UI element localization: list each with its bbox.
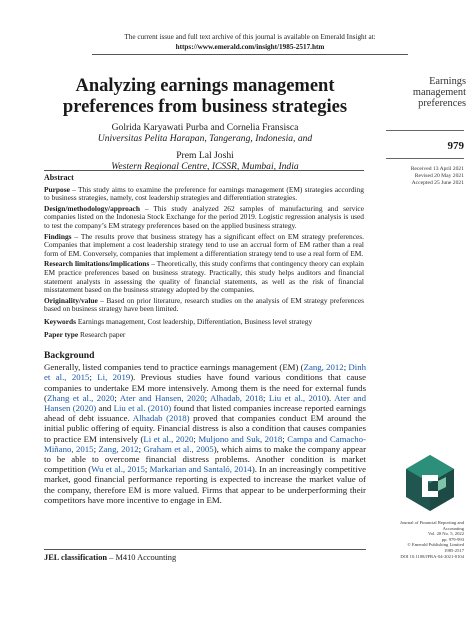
article-title: Analyzing earnings management preferences from business strategies [62,76,348,117]
journal-url-link[interactable]: https://www.emerald.com/insight/1985-2517.htm [175,42,325,51]
citation-link[interactable]: Zhang et al., 2020 [46,392,115,403]
jel-divider [44,549,366,550]
citation-line: DOI 10.1108/JFRA-04-2021-0104 [400,553,464,559]
body-text: ), which aims to make the company appear to be able to overcome financial distress problems. Another condition is market competition ( [44,443,367,475]
abstract-text: – The results prove that business strategy has a significant effect on EM strategy preferences. Companies that implement a cost leadership strategy tend to use an accrual form of EM rather than a real form of EM. Conversely, companies that implement a differentiation strategy tend to use a real form of EM. [44,231,364,258]
abstract-text: – This study aims to examine the preference for earnings management (EM) strategies according to business strategies, namely, cost leadership strategies and differentiation strategies. [44,184,364,203]
access-notice-text: The current issue and full text archive of this journal is available on Emerald Insight at: [124,33,376,41]
abstract-label: Research limitations/implications [44,259,150,269]
author-affiliation: Universitas Pelita Harapan, Tangerang, Indonesia, and [97,133,313,144]
citation-link[interactable]: Dinh et al., 2015 [44,362,367,383]
body-text: ; [282,433,288,444]
abstract-label: Originality/value [44,295,98,305]
citation-link[interactable]: Wu et al., 2015 [91,464,145,475]
jel-classification [44,553,176,562]
received-date: Received 13 April 2021 [410,166,464,172]
citation-link[interactable]: Liu et al. (2010) [113,403,172,414]
keywords-text: Earnings management, Cost leadership, Differentiation, Business level strategy [77,316,313,326]
citation-link[interactable]: Zang, 2012 [303,362,344,373]
journal-citation [356,520,464,559]
abstract-text: – Theoretically, this study confirms that contingency theory can explain EM practice preferences based on business strategy. Practically, this study helps auditors and financial statement analysts in assessing the quality of financial statements, as well as the risk of financial misstatement based on the business strategy adopted by the companies. [44,259,364,295]
abstract-findings [44,233,364,259]
body-text: ; [193,433,199,444]
paper-type-label: Paper type [44,329,79,339]
top-divider [92,54,408,55]
body-text: ). [326,392,335,403]
citation-line: 1985-2517 [444,547,464,553]
body-text: ; [138,443,144,454]
citation-line: © Emerald Publishing Limited [407,542,464,548]
body-text: ; [93,443,99,454]
citation-link[interactable]: Liu et al., 2010 [268,392,327,403]
background-paragraph [44,362,366,505]
abstract-label: Purpose [44,184,70,194]
abstract-text: – This study analyzed 262 samples of manufacturing and service companies listed on the Indonesia Stock Exchange for the period 2019. Logistic regression analysis is used to test the company’s EM strategy preferences based on the applied business strategy. [44,203,364,230]
body-text: ). In an increasingly competitive market, good financial performance reporting is expected to increase the market value of the company, therefore EM is more valued. Firms that appear to be underperforming their competitors have more incentive to engage in EM. [44,464,367,505]
author-names: Golrida Karyawati Purba and Cornelia Fransisca [111,122,299,133]
abstract-originality [44,297,364,314]
citation-link[interactable]: Alhadab, 2018 [210,392,264,403]
abstract-design [44,205,364,231]
side-divider [386,158,464,159]
page-number: 979 [447,140,464,152]
background-section [44,351,366,505]
body-text: Generally, listed companies tend to practice earnings management (EM) ( [44,362,304,373]
body-text: ). Previous studies have found various conditions that cause companies to undertake EM more intensively. Among them is the need for external funds ( [44,372,366,403]
citation-line: Accounting [442,525,464,531]
abstract-section [44,170,364,341]
citation-link[interactable]: Ater and Hansen (2020) [44,392,366,414]
revised-date: Revised 20 May 2021 [414,173,464,179]
citation-link[interactable]: Li et al., 2020 [143,433,194,444]
body-text: ; [343,362,349,373]
body-text: ; [144,464,150,475]
body-text: found that listed companies increase reported earnings ahead of debt issuance. [44,403,366,424]
citation-link[interactable]: Alhadab (2018) [132,413,190,424]
abstract-limitations [44,260,364,294]
citation-line: Journal of Financial Reporting and [399,520,464,525]
abstract-heading: Abstract [44,173,74,182]
side-divider [386,130,464,131]
access-notice [90,33,410,52]
citation-link[interactable]: Zang, 2012 [98,443,139,454]
abstract-label: Findings [44,231,72,241]
paper-type-line [44,331,364,340]
author-names: Prem Lal Joshi [176,150,234,161]
body-text: ; [204,392,210,403]
body-text: proved that companies conduct EM around the initial public offering of equity. Financial distress is also a condition that causes companies to practice EM intensively ( [44,413,367,444]
abstract-top-rule [44,170,364,171]
keywords-line [44,318,364,327]
body-text: ; [89,372,98,383]
citation-link[interactable]: Li, 2019 [97,372,131,383]
background-heading: Background [44,350,95,361]
author-block [40,122,370,172]
citation-line: pp. 979-993 [441,536,464,542]
body-text: ; [263,392,269,403]
citation-link[interactable]: Markarian and Santaló, 2014 [149,464,252,475]
body-text: ; [114,392,120,403]
citation-link[interactable]: Campa and Camacho-Miñano, 2015 [44,433,366,454]
crossmark-logo[interactable] [404,453,456,513]
abstract-text: – Based on prior literature, research studies on the analysis of EM strategy preferences based on business strategy have been limited. [44,295,364,314]
abstract-label: Design/methodology/approach [44,203,140,213]
article-dates [370,166,464,187]
author-affiliation: Western Regional Centre, ICSSR, Mumbai, India [111,161,299,172]
body-text: and [96,403,114,414]
citation-line: Vol. 20 No. 5, 2022 [427,531,464,537]
jel-text: – M410 Accounting [107,553,177,562]
keywords-label: Keywords [44,316,77,326]
running-title: Earnings management preferences [412,76,466,109]
paper-type-text: Research paper [80,329,126,339]
citation-link[interactable]: Ater and Hansen, 2020 [119,392,205,403]
citation-link[interactable]: Muljono and Suk, 2018 [198,433,283,444]
jel-label: JEL classification [44,553,108,562]
abstract-purpose [44,186,364,203]
crossmark-icon [404,453,456,513]
accepted-date: Accepted 25 June 2021 [411,180,464,186]
citation-link[interactable]: Graham et al., 2005 [143,443,214,454]
